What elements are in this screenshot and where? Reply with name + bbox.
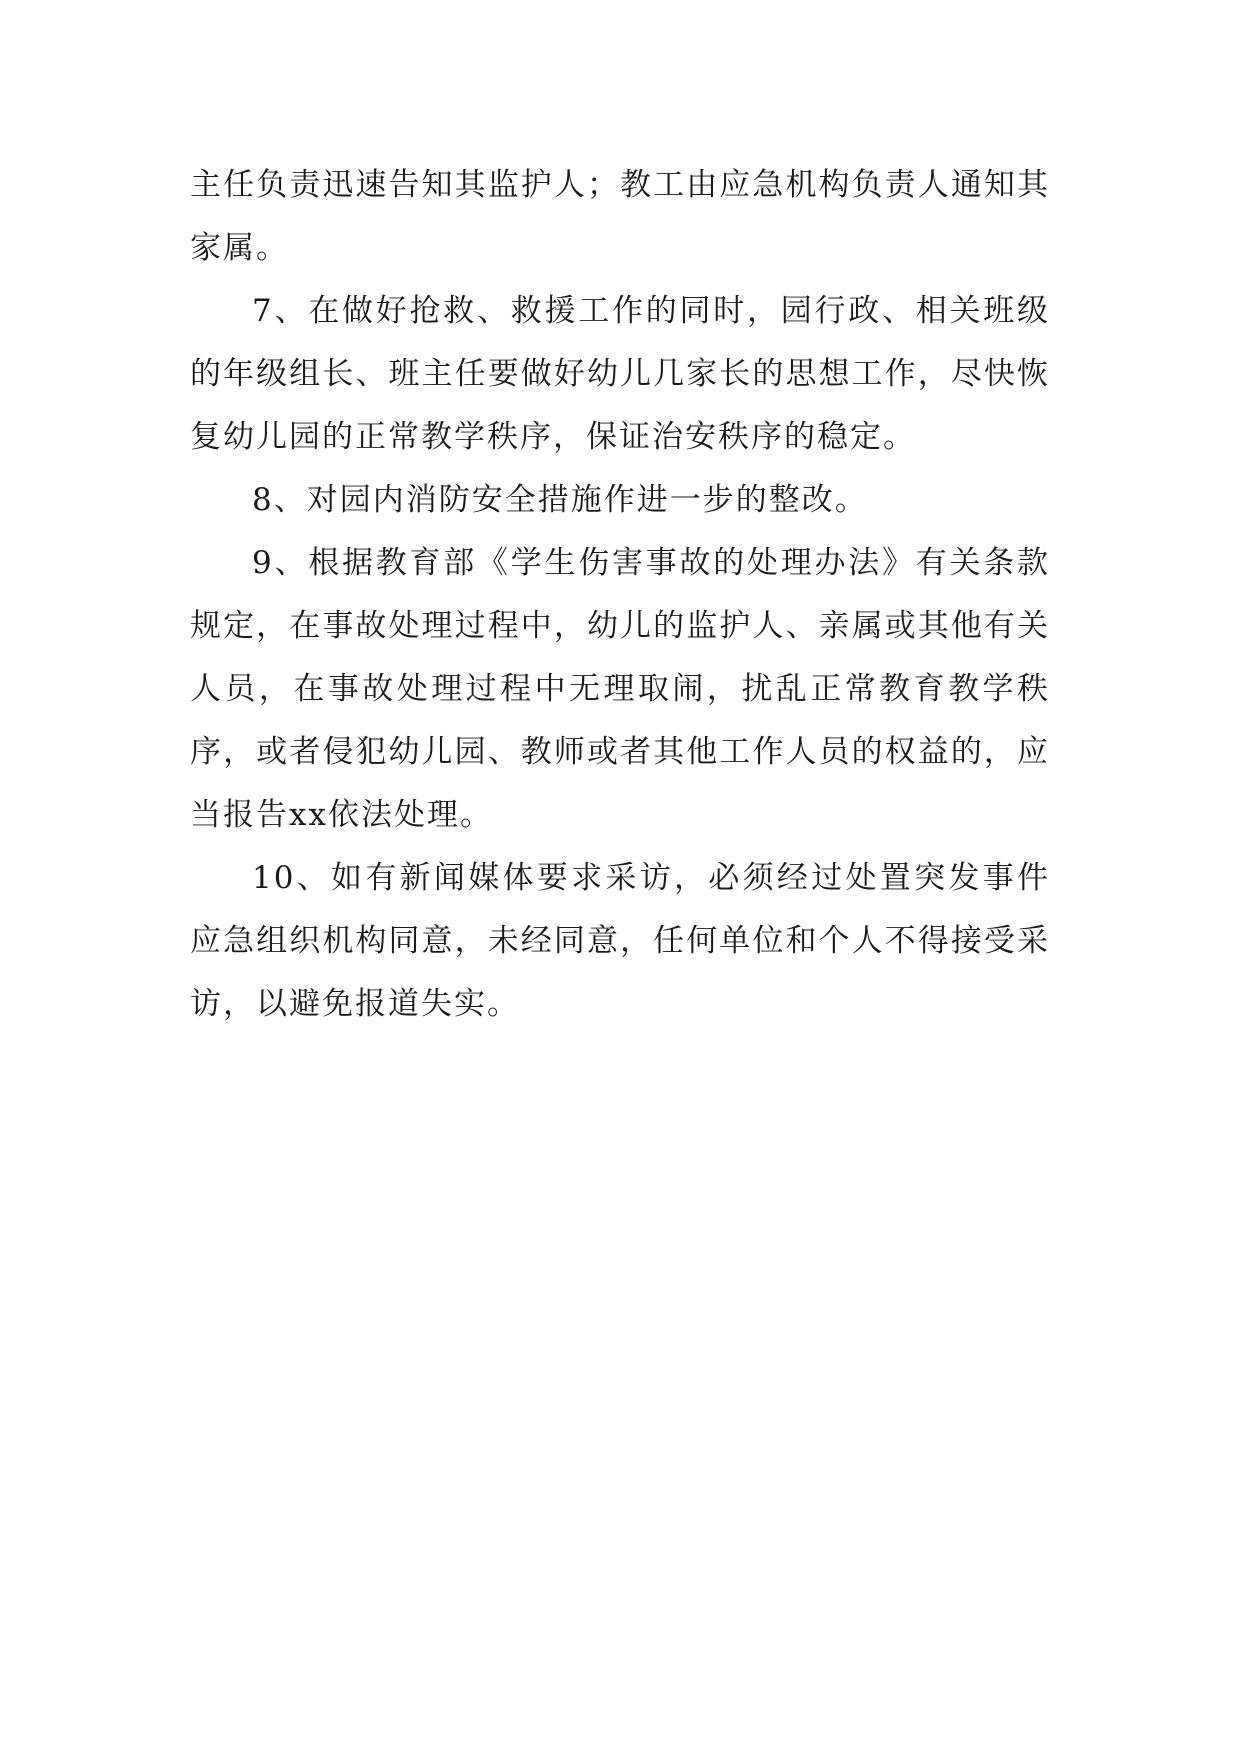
paragraph-item-7: 7、在做好抢救、救援工作的同时，园行政、相关班级的年级组长、班主任要做好幼儿几家长的思想工作，尽快恢复幼儿园的正常教学秩序，保证治安秩序的稳定。 — [190, 293, 1050, 455]
paragraph-item-10: 10、如有新闻媒体要求采访，必须经过处置突发事件应急组织机构同意，未经同意，任何单位和个人不得接受采访，以避免报道失实。 — [190, 860, 1050, 1022]
paragraph-item-8: 8、对园内消防安全措施作进一步的整改。 — [252, 482, 868, 518]
document-body — [190, 154, 1050, 1036]
paragraph-continuation: 主任负责迅速告知其监护人；教工由应急机构负责人通知其家属。 — [190, 167, 1050, 266]
paragraph-item-9: 9、根据教育部《学生伤害事故的处理办法》有关条款规定，在事故处理过程中，幼儿的监护人、亲属或其他有关人员，在事故处理过程中无理取闹，扰乱正常教育教学秩序，或者侵犯幼儿园、教师或者其他工作人员的权益的，应当报告xx依法处理。 — [190, 545, 1050, 833]
